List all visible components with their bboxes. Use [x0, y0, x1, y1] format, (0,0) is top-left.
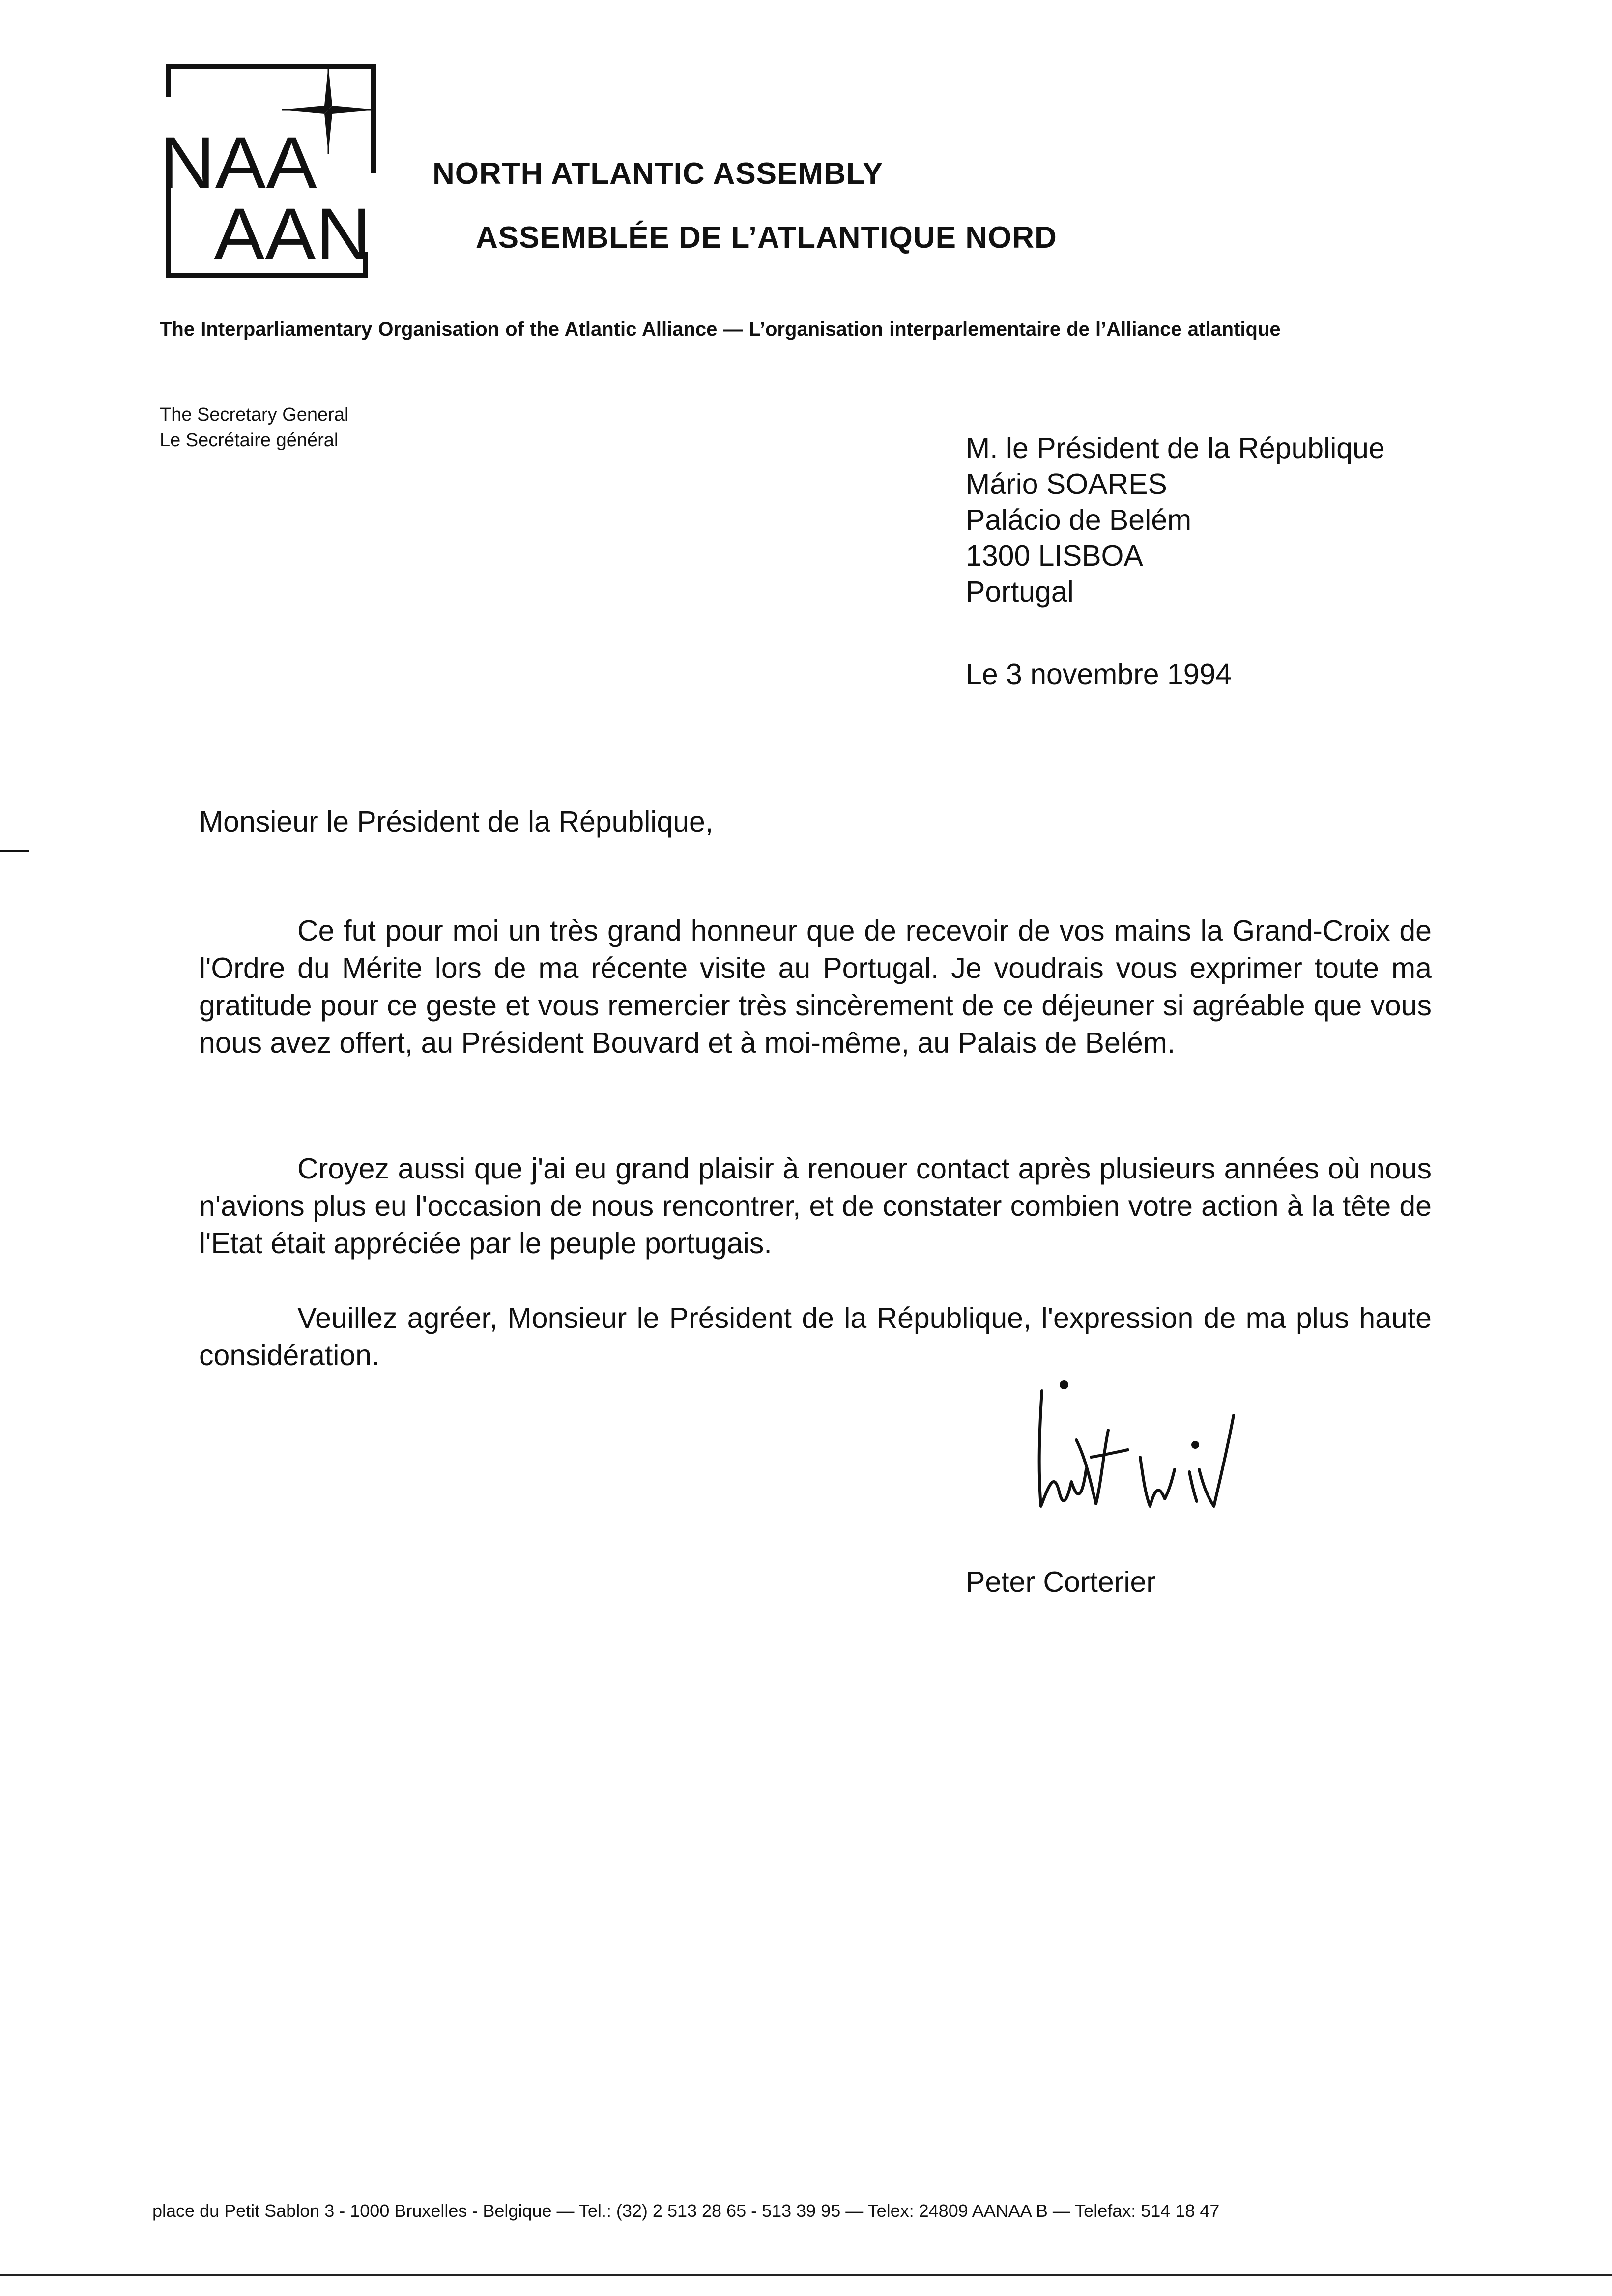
logo-text-bottom: AAN	[214, 193, 371, 275]
recipient-line: M. le Président de la République	[966, 432, 1385, 464]
recipient-line: Mário SOARES	[966, 468, 1167, 500]
recipient-address	[966, 430, 1385, 610]
body-paragraph: Croyez aussi que j'ai eu grand plaisir à renouer contact après plusieurs années où nous n'avions plus eu l'occasion de nous rencontrer, et de constater combien votre action à la tête de l'Etat était appréciée par le peuple portugais.	[199, 1152, 1432, 1260]
recipient-line: Palácio de Belém	[966, 504, 1192, 536]
fold-mark	[0, 850, 29, 852]
bottom-rule	[0, 2274, 1612, 2276]
signer-name: Peter Corterier	[966, 1566, 1156, 1598]
sender-block	[160, 402, 348, 453]
salutation: Monsieur le Président de la République,	[199, 805, 714, 838]
sender-title-french: Le Secrétaire général	[160, 430, 339, 451]
assembly-title-english: NORTH ATLANTIC ASSEMBLY	[432, 157, 884, 191]
letter-date: Le 3 novembre 1994	[966, 658, 1232, 690]
naa-logo	[160, 63, 378, 284]
footer-address: place du Petit Sablon 3 - 1000 Bruxelles - Belgique — Tel.: (32) 2 513 28 65 - 513 39 95 — Telex: 24809 AANAA B — Telefax: 514 18 47	[152, 2201, 1220, 2221]
assembly-title-french: ASSEMBLÉE DE L’ATLANTIQUE NORD	[476, 221, 1057, 255]
logo-text-top: NAA	[160, 121, 317, 204]
organisation-tagline: The Interparliamentary Organisation of the Atlantic Alliance — L’organisation interparlementaire de l’Alliance atlantique	[160, 318, 1281, 340]
sender-title-english: The Secretary General	[160, 404, 349, 425]
recipient-line: Portugal	[966, 575, 1074, 608]
body-paragraph: Ce fut pour moi un très grand honneur que de recevoir de vos mains la Grand-Croix de l'Ordre du Mérite lors de ma récente visite au Portugal. Je voudrais vous exprimer toute ma gratitude pour ce geste et vous remercier très sincèrement de ce déjeuner si agréable que vous nous avez offert, au Président Bouvard et à moi-même, au Palais de Belém.	[199, 915, 1432, 1059]
recipient-line: 1300 LISBOA	[966, 540, 1143, 572]
body-paragraph: Veuillez agréer, Monsieur le Président de la République, l'expression de ma plus haute considération.	[199, 1302, 1432, 1372]
handwritten-signature	[1003, 1371, 1288, 1533]
